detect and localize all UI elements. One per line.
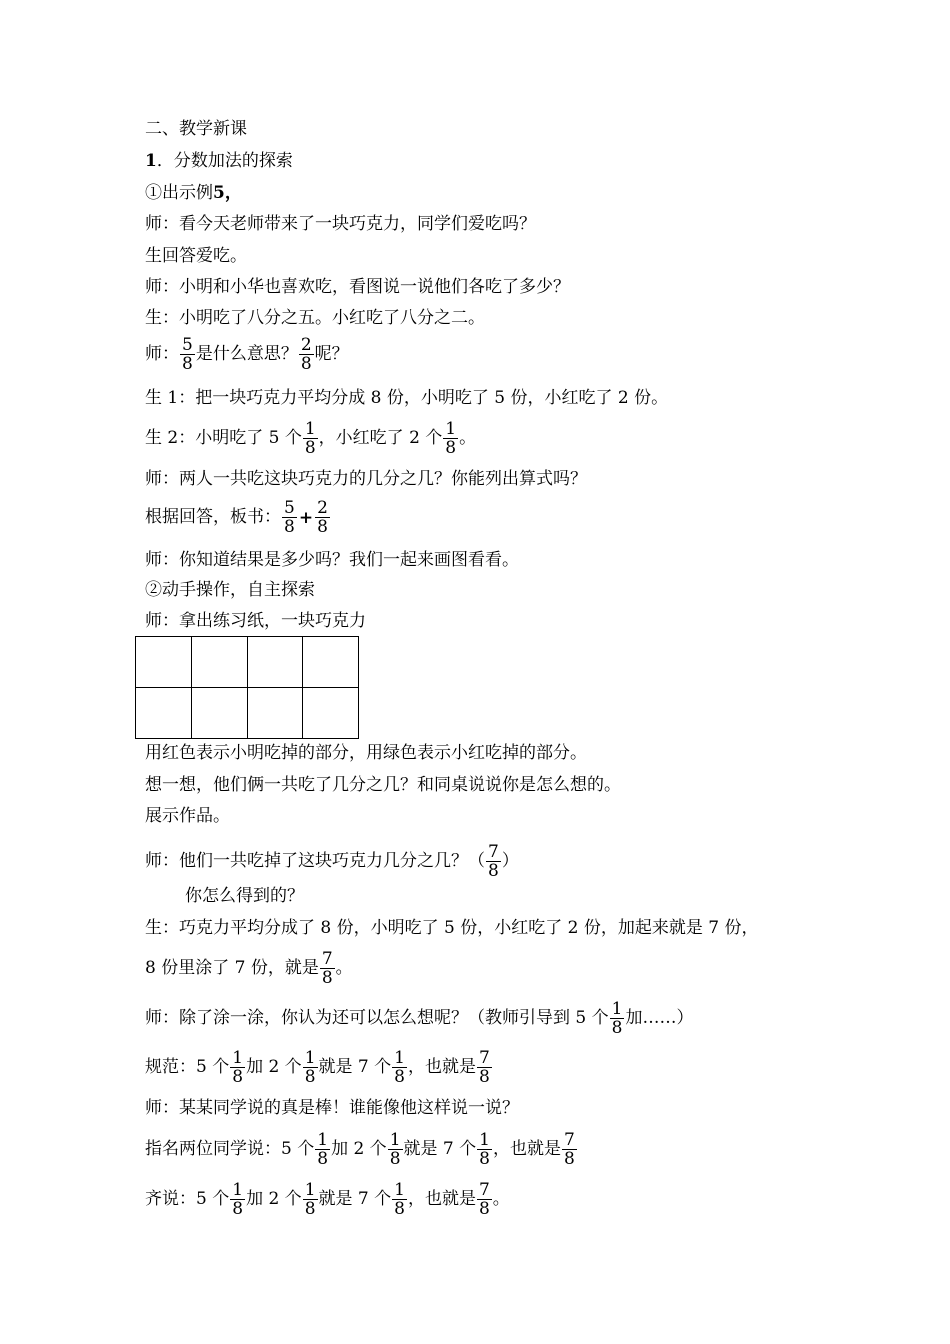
denominator: 8 xyxy=(232,1199,244,1219)
fraction xyxy=(477,1131,492,1168)
fraction xyxy=(315,499,330,536)
numerator: 1 xyxy=(445,419,457,439)
denominator: 8 xyxy=(563,1149,575,1169)
numerator: 1 xyxy=(394,1180,405,1200)
dialogue-line: 师：你知道结果是多少吗？我们一起来画图看看。 xyxy=(145,550,519,570)
denominator: 8 xyxy=(317,1149,329,1169)
dialogue-line: 生 1：把一块巧克力平均分成 8 份，小明吃了 5 份，小红吃了 2 份。 xyxy=(145,388,669,408)
denominator: 8 xyxy=(300,354,312,374)
denominator: 8 xyxy=(394,1067,405,1087)
denominator: 8 xyxy=(182,354,193,374)
denominator: 8 xyxy=(478,1067,490,1087)
dialogue-line: 师：他们一共吃掉了这块巧克力几分之几？（ $\frac{7}{8}$ ） xyxy=(145,842,519,881)
fraction xyxy=(486,843,501,880)
denominator: 8 xyxy=(232,1067,244,1087)
fraction xyxy=(443,420,458,457)
denominator: 8 xyxy=(445,438,457,458)
denominator: 8 xyxy=(394,1199,405,1219)
numerator: 1 xyxy=(304,419,316,439)
fraction xyxy=(230,1181,245,1218)
fraction xyxy=(303,1181,318,1218)
dialogue-line: 师： $\frac{5}{8}$ 是什么意思？ $\frac{2}{8}$ 呢？ xyxy=(145,335,349,374)
chocolate-grid xyxy=(135,636,359,739)
numerator: 2 xyxy=(317,498,328,518)
numerator: 7 xyxy=(478,1048,490,1068)
dialogue-line: 生：小明吃了八分之五。小红吃了八分之二。 xyxy=(145,308,485,328)
step-heading: ②动手操作，自主探索 xyxy=(145,580,315,600)
denominator: 8 xyxy=(478,1199,490,1219)
grid-cell xyxy=(136,637,192,688)
denominator: 8 xyxy=(488,861,499,881)
section-title: 二、教学新课 xyxy=(145,119,247,139)
numerator: 7 xyxy=(321,949,333,969)
dialogue-line: 8 份里涂了 7 份，就是 $\frac{7}{8}$ 。 xyxy=(145,949,353,988)
numerator: 7 xyxy=(478,1180,490,1200)
numerator: 1 xyxy=(317,1130,329,1150)
grid-cell xyxy=(191,637,247,688)
grid-cell xyxy=(303,688,359,739)
grid-cell xyxy=(247,688,303,739)
dialogue-line: 生回答爱吃。 xyxy=(145,246,247,266)
numerator: 1 xyxy=(232,1048,244,1068)
fraction xyxy=(320,950,335,987)
numerator: 5 xyxy=(284,498,295,518)
fraction xyxy=(392,1181,407,1218)
instruction-line: 想一想，他们俩一共吃了几分之几？和同桌说说你是怎么想的。 xyxy=(145,775,621,795)
grid-cell xyxy=(247,637,303,688)
numerator: 1 xyxy=(304,1048,316,1068)
denominator: 8 xyxy=(389,1149,401,1169)
numerator: 1 xyxy=(394,1048,405,1068)
denominator: 8 xyxy=(479,1149,490,1169)
fraction xyxy=(315,1131,330,1168)
numerator: 1 xyxy=(232,1180,244,1200)
instruction-line: 用红色表示小明吃掉的部分，用绿色表示小红吃掉的部分。 xyxy=(145,743,587,763)
fraction xyxy=(303,1049,318,1086)
numerator: 1 xyxy=(389,1130,401,1150)
fraction xyxy=(299,336,314,373)
denominator: 8 xyxy=(304,438,316,458)
fraction xyxy=(180,336,195,373)
standard-statement: 规范：5 个 $\frac{1}{8}$ 加 2 个 $\frac{1}{8}$ 就是 7 个 $\frac{1}{8}$ ，也就是 $\frac{7}{8}$ xyxy=(145,1048,490,1087)
grid-cell xyxy=(191,688,247,739)
dialogue-line: 师：两人一共吃这块巧克力的几分之几？你能列出算式吗？ xyxy=(145,469,587,489)
example-line: ①出示例5， xyxy=(145,183,242,203)
grid-cell xyxy=(303,637,359,688)
fraction xyxy=(282,499,297,536)
fraction xyxy=(392,1049,407,1086)
denominator: 8 xyxy=(304,1199,316,1219)
fraction xyxy=(388,1131,403,1168)
numerator: 7 xyxy=(488,842,499,862)
fraction xyxy=(477,1181,492,1218)
numerator: 2 xyxy=(300,335,312,355)
fraction xyxy=(477,1049,492,1086)
dialogue-line: 师：除了涂一涂，你认为还可以怎么想呢？（教师引导到 5 个 $\frac{1}{8}$ 加……） xyxy=(145,999,694,1038)
dialogue-line: 你怎么得到的？ xyxy=(185,886,304,906)
denominator: 8 xyxy=(611,1018,623,1038)
board-writing: 根据回答，板书： $\frac{5}{8}$ + $\frac{2}{8}$ xyxy=(145,498,328,537)
dialogue-line: 生：巧克力平均分成了 8 份，小明吃了 5 份，小红吃了 2 份，加起来就是 7 份， xyxy=(145,918,759,938)
dialogue-line: 生 2：小明吃了 5 个 $\frac{1}{8}$ ，小红吃了 2 个 $\frac{1}{8}$ 。 xyxy=(145,419,477,458)
denominator: 8 xyxy=(317,517,328,537)
denominator: 8 xyxy=(321,968,333,988)
subsection-heading: 1．分数加法的探索 xyxy=(145,151,293,171)
fraction xyxy=(562,1131,577,1168)
denominator: 8 xyxy=(284,517,295,537)
grid-cell xyxy=(136,688,192,739)
numerator: 1 xyxy=(304,1180,316,1200)
fraction xyxy=(230,1049,245,1086)
fraction xyxy=(303,420,318,457)
student-statement: 指名两位同学说：5 个 $\frac{1}{8}$ 加 2 个 $\frac{1}{8}$ 就是 7 个 $\frac{1}{8}$ ，也就是 $\frac{7}{8}$ xyxy=(145,1130,575,1169)
instruction-line: 展示作品。 xyxy=(145,806,230,826)
fraction xyxy=(610,1000,625,1037)
numerator: 1 xyxy=(479,1130,490,1150)
denominator: 8 xyxy=(304,1067,316,1087)
dialogue-line: 师：某某同学说的真是棒！谁能像他这样说一说？ xyxy=(145,1098,519,1118)
plus-sign: + xyxy=(298,507,314,528)
chorus-statement: 齐说：5 个 $\frac{1}{8}$ 加 2 个 $\frac{1}{8}$ 就是 7 个 $\frac{1}{8}$ ，也就是 $\frac{7}{8}$ 。 xyxy=(145,1180,510,1219)
dialogue-line: 师：拿出练习纸，一块巧克力 xyxy=(145,611,366,631)
numerator: 1 xyxy=(611,999,623,1019)
dialogue-line: 师：看今天老师带来了一块巧克力，同学们爱吃吗？ xyxy=(145,214,536,234)
numerator: 5 xyxy=(182,335,193,355)
dialogue-line: 师：小明和小华也喜欢吃，看图说一说他们各吃了多少？ xyxy=(145,277,570,297)
numerator: 7 xyxy=(563,1130,575,1150)
